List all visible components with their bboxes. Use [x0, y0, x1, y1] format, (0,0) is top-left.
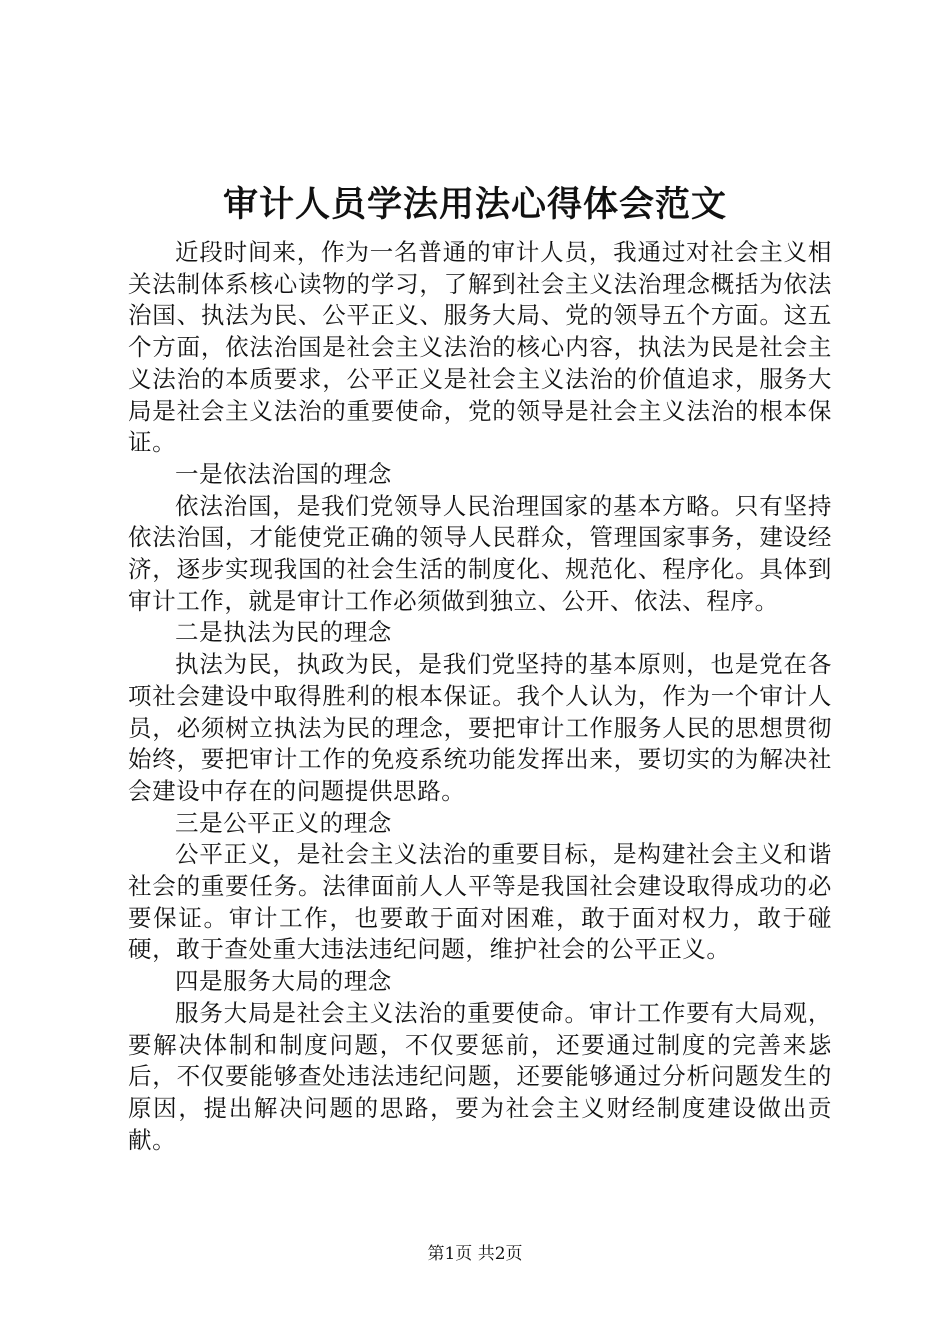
section-heading-fairness-justice: 三是公平正义的理念 — [175, 808, 392, 837]
page-footer: 第1页 共2页 — [427, 1244, 523, 1264]
paragraph-rule-of-law: 依法治国，是我们党领导人民治理国家的基本方略。只有坚持依法治国，才能使党正确的领导人民群众，管理国家事务，建设经济，逐步实现我国的社会生活的制度化、规范化、程序化。具体到审计工作，就是审计工作必须做到独立、公开、依法、程序。 — [128, 491, 832, 615]
section-heading-law-for-people: 二是执法为民的理念 — [175, 618, 392, 647]
paragraph-serve-overall: 服务大局是社会主义法治的重要使命。审计工作要有大局观，要解决体制和制度问题，不仅要惩前，还要通过制度的完善来毖后，不仅要能够查处违法违纪问题，还要能够通过分析问题发生的原因，提出解决问题的思路，要为社会主义财经制度建设做出贡献。 — [128, 998, 832, 1154]
section-heading-serve-overall: 四是服务大局的理念 — [175, 967, 392, 996]
section-heading-rule-of-law: 一是依法治国的理念 — [175, 459, 392, 488]
document-title: 审计人员学法用法心得体会范文 — [222, 184, 727, 225]
document-body — [128, 237, 832, 1156]
paragraph-law-for-people: 执法为民，执政为民，是我们党坚持的基本原则，也是党在各项社会建设中取得胜利的根本保证。我个人认为，作为一个审计人员，必须树立执法为民的理念，要把审计工作服务人民的思想贯彻始终，要把审计工作的免疫系统功能发挥出来，要切实的为解决社会建设中存在的问题提供思路。 — [128, 650, 832, 805]
paragraph-fairness-justice: 公平正义，是社会主义法治的重要目标，是构建社会主义和谐社会的重要任务。法律面前人人平等是我国社会建设取得成功的必要保证。审计工作，也要敢于面对困难，敢于面对权力，敢于碰硬，敢于查处重大违法违纪问题，维护社会的公平正义。 — [128, 840, 832, 964]
intro-paragraph: 近段时间来，作为一名普通的审计人员，我通过对社会主义相关法制体系核心读物的学习，了解到社会主义法治理念概括为依法治国、执法为民、公平正义、服务大局、党的领导五个方面。这五个方面，依法治国是社会主义法治的核心内容，执法为民是社会主义法治的本质要求，公平正义是社会主义法治的价值追求，服务大局是社会主义法治的重要使命，党的领导是社会主义法治的根本保证。 — [128, 238, 832, 457]
